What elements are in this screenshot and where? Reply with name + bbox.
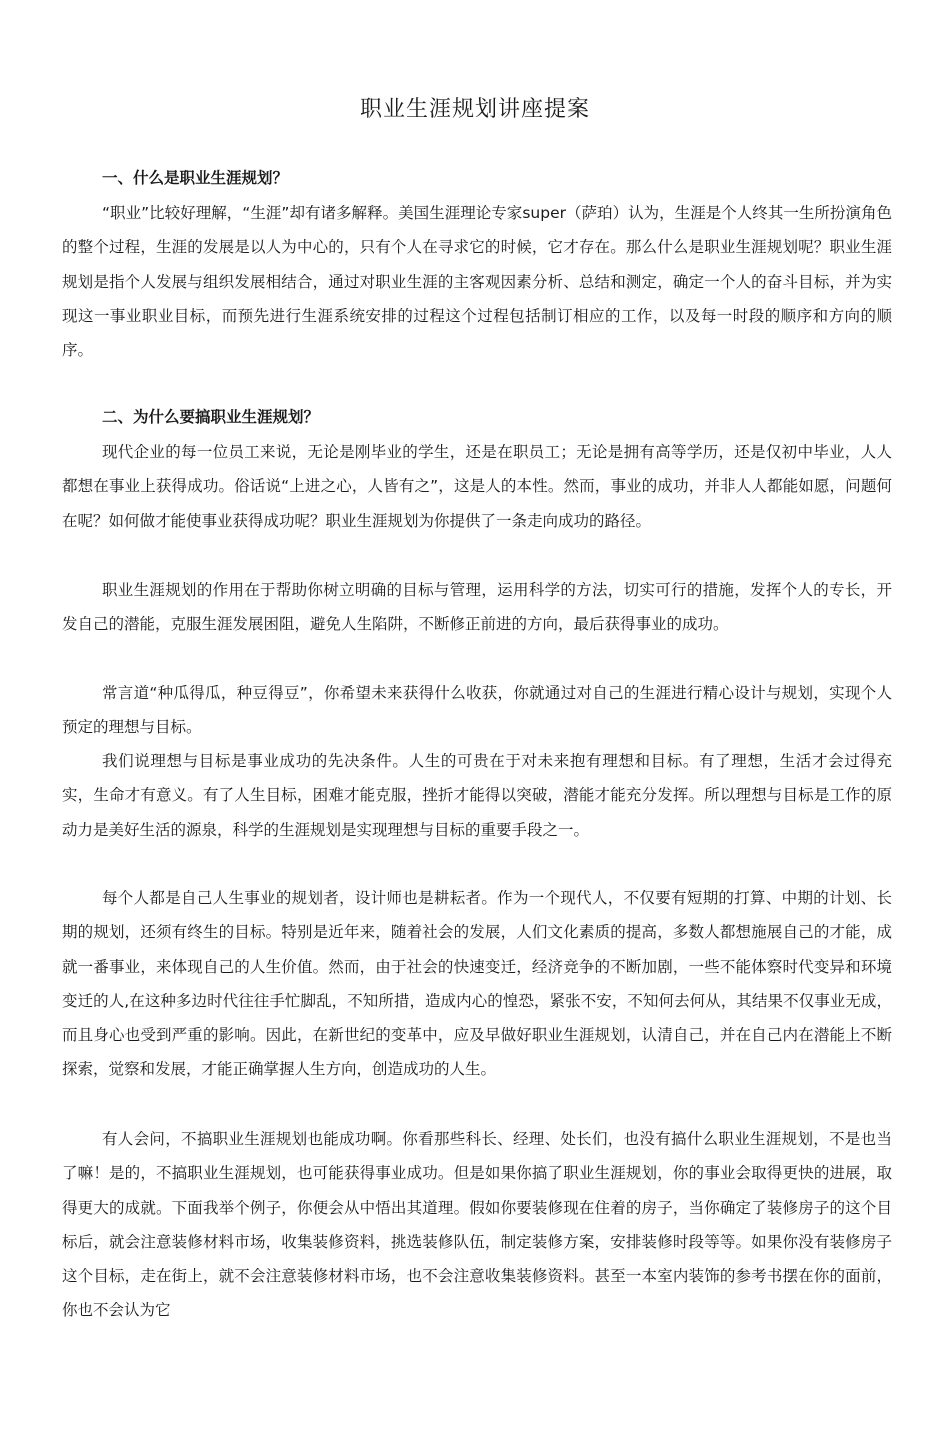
- section-2-paragraph-4: 我们说理想与目标是事业成功的先决条件。人生的可贵在于对未来抱有理想和目标。有了理想，生活才会过得充实，生命才有意义。有了人生目标，困难才能克服，挫折才能得以突破，潜能才能充分发挥。所以理想与目标是工作的原动力是美好生活的源泉，科学的生涯规划是实现理想与目标的重要手段之一。: [62, 752, 892, 839]
- section-heading-2: 二、为什么要搞职业生涯规划？: [102, 408, 320, 426]
- section-2-paragraph-3: 常言道“种瓜得瓜，种豆得豆”，你希望未来获得什么收获，你就通过对自己的生涯进行精心设计与规划，实现个人预定的理想与目标。: [62, 684, 892, 737]
- section-1-paragraph-1: “职业”比较好理解，“生涯”却有诸多解释。美国生涯理论专家super（萨珀）认为，生涯是个人终其一生所扮演角色的整个过程，生涯的发展是以人为中心的，只有个人在寻求它的时候，它才存在。那么什么是职业生涯规划呢？职业生涯规划是指个人发展与组织发展相结合，通过对职业生涯的主客观因素分析、总结和测定，确定一个人的奋斗目标，并为实现这一事业职业目标，而预先进行生涯系统安排的过程这个过程包括制订相应的工作，以及每一时段的顺序和方向的顺序。: [62, 204, 892, 360]
- section-2-paragraph-2: 职业生涯规划的作用在于帮助你树立明确的目标与管理，运用科学的方法，切实可行的措施，发挥个人的专长，开发自己的潜能，克服生涯发展困阻，避免人生陷阱，不断修正前进的方向，最后获得事业的成功。: [62, 581, 892, 634]
- section-heading-1: 一、什么是职业生涯规划？: [102, 169, 289, 187]
- section-2-paragraph-5: 每个人都是自己人生事业的规划者，设计师也是耕耘者。作为一个现代人，不仅要有短期的打算、中期的计划、长期的规划，还须有终生的目标。特别是近年来，随着社会的发展，人们文化素质的提高，多数人都想施展自己的才能，成就一番事业，来体现自己的人生价值。然而，由于社会的快速变迁，经济竞争的不断加剧，一些不能体察时代变异和环境变迁的人,在这种多边时代往往手忙脚乱，不知所措，造成内心的惶恐，紧张不安，不知何去何从，其结果不仅事业无成，而且身心也受到严重的影响。因此，在新世纪的变革中，应及早做好职业生涯规划，认清自己，并在自己内在潜能上不断探索，觉察和发展，才能正确掌握人生方向，创造成功的人生。: [62, 889, 892, 1079]
- section-2-paragraph-6: 有人会问，不搞职业生涯规划也能成功啊。你看那些科长、经理、处长们，也没有搞什么职业生涯规划，不是也当了嘛！是的，不搞职业生涯规划，也可能获得事业成功。但是如果你搞了职业生涯规划，你的事业会取得更快的进展，取得更大的成就。下面我举个例子，你便会从中悟出其道理。假如你要装修现在住着的房子，当你确定了装修房子的这个目标后，就会注意装修材料市场，收集装修资料，挑选装修队伍，制定装修方案，安排装修时段等等。如果你没有装修房子这个目标，走在街上，就不会注意装修材料市场，也不会注意收集装修资料。甚至一本室内装饰的参考书摆在你的面前，你也不会认为它: [62, 1130, 892, 1320]
- section-2-paragraph-1: 现代企业的每一位员工来说，无论是刚毕业的学生，还是在职员工；无论是拥有高等学历，还是仅初中毕业，人人都想在事业上获得成功。俗话说“上进之心，人皆有之”，这是人的本性。然而，事业的成功，并非人人都能如愿，问题何在呢？如何做才能使事业获得成功呢？职业生涯规划为你提供了一条走向成功的路径。: [62, 443, 892, 530]
- document-title: 职业生涯规划讲座提案: [359, 97, 590, 122]
